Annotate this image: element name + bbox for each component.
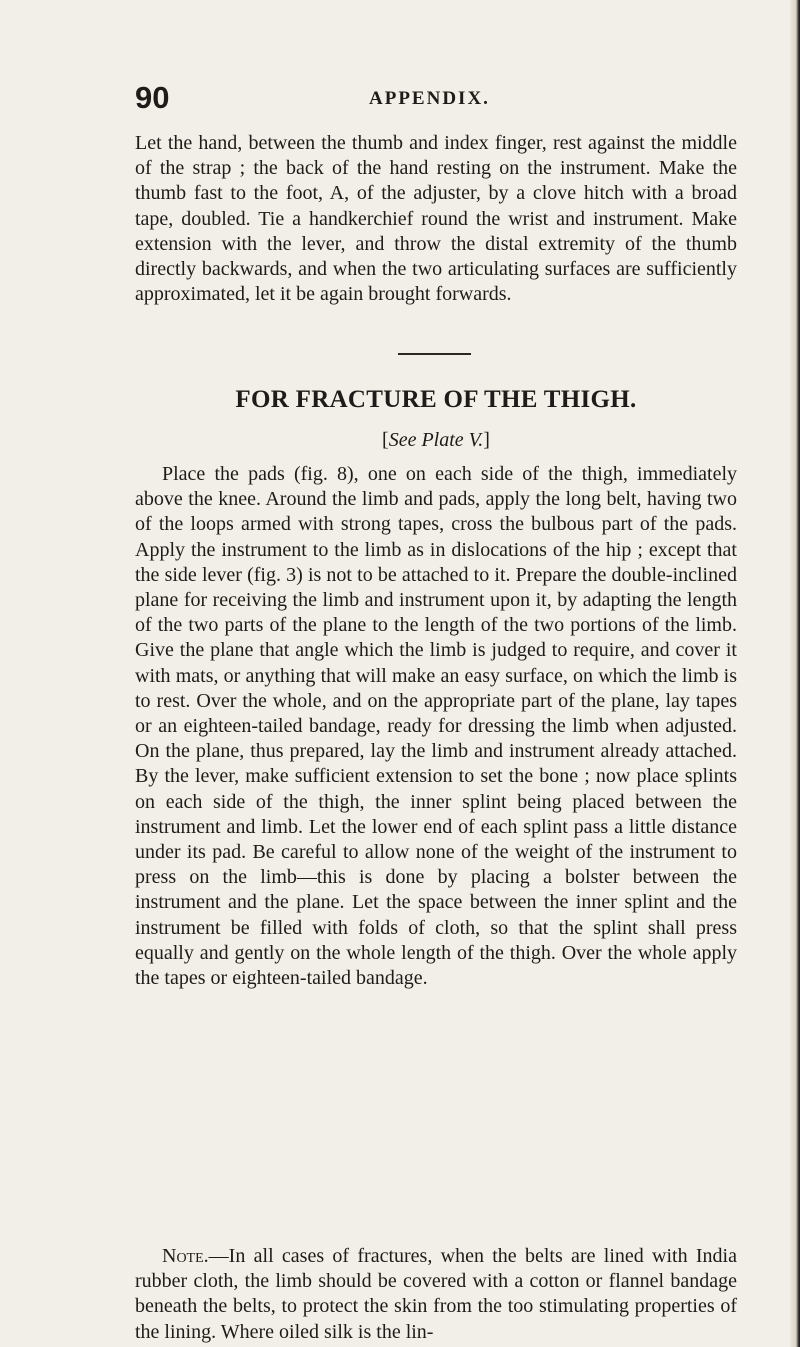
section-divider bbox=[398, 353, 471, 355]
plate-bracket-close: ] bbox=[483, 429, 490, 451]
plate-reference bbox=[135, 427, 737, 453]
running-head: APPENDIX. bbox=[369, 88, 490, 109]
note-text: —In all cases of fractures, when the belts are lined with India rubber cloth, the limb should be covered with a cotton or flannel bandage beneath the belts, to protect the skin from the too stimulating properties of the lining. Where oiled silk is the lin- bbox=[135, 1245, 737, 1343]
page-edge-shadow bbox=[790, 0, 800, 1347]
note-paragraph bbox=[135, 1244, 737, 1345]
paragraph-thigh-fracture: Place the pads (fig. 8), one on each side of the thigh, immediately above the knee. Around the limb and pads, apply the long belt, having two of the loops armed with strong tapes, cross the bulbous part of the pads. Apply the instrument to the limb as in dislocations of the hip ; except that the side lever (fig. 3) is not to be attached to it. Prepare the double-inclined plane for receiving the limb and instrument upon it, by adapting the length of the two parts of the plane to the length of the two portions of the limb. Give the plane that angle which the limb is judged to require, and cover it with mats, or anything that will make an easy surface, on which the limb is to rest. Over the whole, and on the appropriate part of the plane, lay tapes or an eighteen-tailed bandage, ready for dressing the limb when adjusted. On the plane, thus prepared, lay the limb and instrument already attached. By the lever, make sufficient extension to set the bone ; now place splints on each side of the thigh, the inner splint being placed between the instrument and limb. Let the lower end of each splint pass a little distance under its pad. Be careful to allow none of the weight of the instrument to press on the limb—this is done by placing a bolster between the instrument and the plane. Let the space between the inner splint and the instrument be filled with folds of cloth, so that the splint shall press equally and gently on the whole length of the thigh. Over the whole apply the tapes or eighteen-tailed bandage. bbox=[135, 463, 737, 990]
page-header bbox=[135, 78, 735, 118]
section-heading: FOR FRACTURE OF THE THIGH. bbox=[235, 386, 637, 413]
paragraph-thumb-dislocation: Let the hand, between the thumb and index finger, rest against the middle of the strap ; the back of the hand resting on the instrument. Make the thumb fast to the foot, A, of the adjuster, by a clove hitch with a broad tape, doubled. Tie a handkerchief round the wrist and instrument. Make extension with the lever, and throw the distal extremity of the thumb directly backwards, and when the two articulating surfaces are sufficiently approximated, let it be again brought forwards. bbox=[135, 132, 737, 306]
note-label: Note. bbox=[162, 1245, 209, 1267]
page-number: 90 bbox=[135, 80, 170, 115]
plate-bracket-open: [ bbox=[382, 429, 389, 451]
plate-reference-text: See Plate V. bbox=[388, 429, 484, 451]
